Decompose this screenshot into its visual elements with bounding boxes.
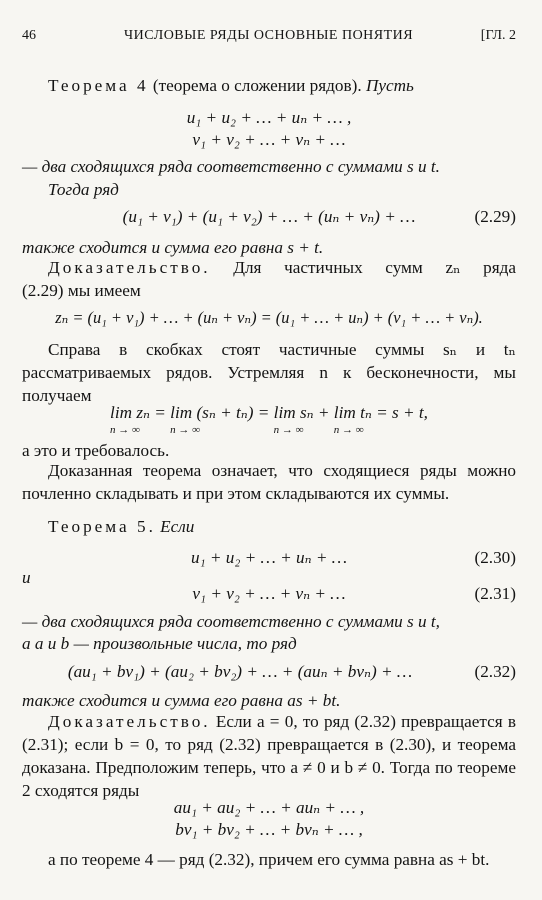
theorem5-lead: Если: [160, 517, 195, 536]
proof4-line1: [22, 256, 516, 279]
proof4-label: Доказательство.: [48, 258, 211, 277]
proof5-series-b: bv₁ + bv₂ + … + bvₙ + … ,: [175, 820, 363, 839]
theorem5-heading: [22, 515, 516, 538]
eq-number-2-32: (2.32): [474, 662, 516, 681]
lim-operator-2: lim n → ∞: [170, 403, 201, 436]
proof5-final: а по теореме 4 — ряд (2.32), причем его сумма равна as + bt.: [48, 850, 490, 869]
limit-term-4: tₙ = s + t,: [360, 403, 428, 422]
running-title: ЧИСЛОВЫЕ РЯДЫ ОСНОВНЫЕ ПОНЯТИЯ: [124, 28, 414, 43]
limit-term-1: zₙ =: [136, 403, 166, 422]
lim-operator-4: lim n → ∞: [333, 403, 364, 436]
zn-formula: zₙ = (u₁ + v₁) + … + (uₙ + vₙ) = (u₁ + … + uₙ) + (v₁ + … + vₙ).: [55, 308, 483, 327]
proof5-paragraph: [22, 710, 516, 802]
eq-number-2-30: (2.30): [474, 548, 516, 567]
theorem4-series-a: u₁ + u₂ + … + uₙ + … ,: [186, 108, 352, 127]
proof4-line2: (2.29) мы имеем: [22, 281, 141, 300]
eq-number-2-31: (2.31): [474, 584, 516, 603]
theorem4-remark: Доказанная теорема означает, что сходящиеся ряды можно почленно складывать и при этом складываются их суммы.: [22, 461, 516, 503]
eq-number-2-29: (2.29): [474, 207, 516, 226]
proof5-text: Если a = 0, то ряд (2.32) превращается в (2.31); если b = 0, то ряд (2.32) превращается в (2.30), и теорема доказана. Предположим теперь, что a ≠ 0 и b ≠ 0. Тогда по теореме 2 сходятся ряды: [22, 712, 517, 800]
limit-formula: [22, 401, 516, 441]
running-header: [22, 28, 516, 48]
proof4-end: а это и требовалось.: [22, 441, 170, 460]
limit-term-2: (sₙ + tₙ) =: [196, 403, 270, 422]
theorem4-label: Теорема 4: [48, 76, 149, 95]
theorem5-series-a: u₁ + u₂ + … + uₙ + …: [190, 548, 348, 567]
theorem4-sum-series: (u₁ + v₁) + (u₁ + v₂) + … + (uₙ + vₙ) + …: [122, 207, 416, 226]
theorem4-series-b: v₁ + v₂ + … + vₙ + …: [192, 130, 346, 149]
theorem4-title: (теорема о сложении рядов).: [152, 76, 362, 95]
theorem5-conclusion: также сходится и сумма его равна as + bt.: [22, 691, 341, 710]
theorem4-lead: Пусть: [365, 76, 414, 95]
lim-operator-1: lim n → ∞: [110, 403, 140, 436]
theorem5-series-b: v₁ + v₂ + … + vₙ + …: [192, 584, 346, 603]
theorem4-conclusion: также сходится и сумма его равна s + t.: [22, 238, 324, 257]
theorem5-label: Теорема 5.: [48, 517, 156, 536]
theorem5-condition-line1: — два сходящихся ряда соответственно с суммами s и t,: [22, 612, 440, 631]
proof4-line1-text: Для частичных сумм zₙ ряда: [233, 258, 517, 277]
page-number: 46: [22, 28, 36, 43]
chapter-marker: [ГЛ. 2: [480, 28, 516, 43]
proof5-series-a: au₁ + au₂ + … + auₙ + … ,: [173, 798, 365, 817]
theorem5-connector: и: [22, 568, 31, 587]
proof4-paragraph: Справа в скобках стоят частичные суммы sₙ и tₙ рассматриваемых рядов. Устремляя n к бесконечности, мы получаем: [22, 340, 516, 405]
lim-operator-3: lim n → ∞: [273, 403, 304, 436]
theorem5-combo-series: (au₁ + bv₁) + (au₂ + bv₂) + … + (auₙ + bvₙ) + …: [67, 662, 413, 681]
limit-term-3: sₙ +: [299, 403, 330, 422]
proof5-label: Доказательство.: [48, 712, 211, 731]
theorem4-condition-line1: — два сходящихся ряда соответственно с суммами s и t.: [22, 157, 440, 176]
theorem5-condition-line2: а a и b — произвольные числа, то ряд: [22, 634, 297, 653]
theorem4-heading: [22, 74, 516, 97]
theorem4-condition-line2: Тогда ряд: [48, 180, 119, 199]
